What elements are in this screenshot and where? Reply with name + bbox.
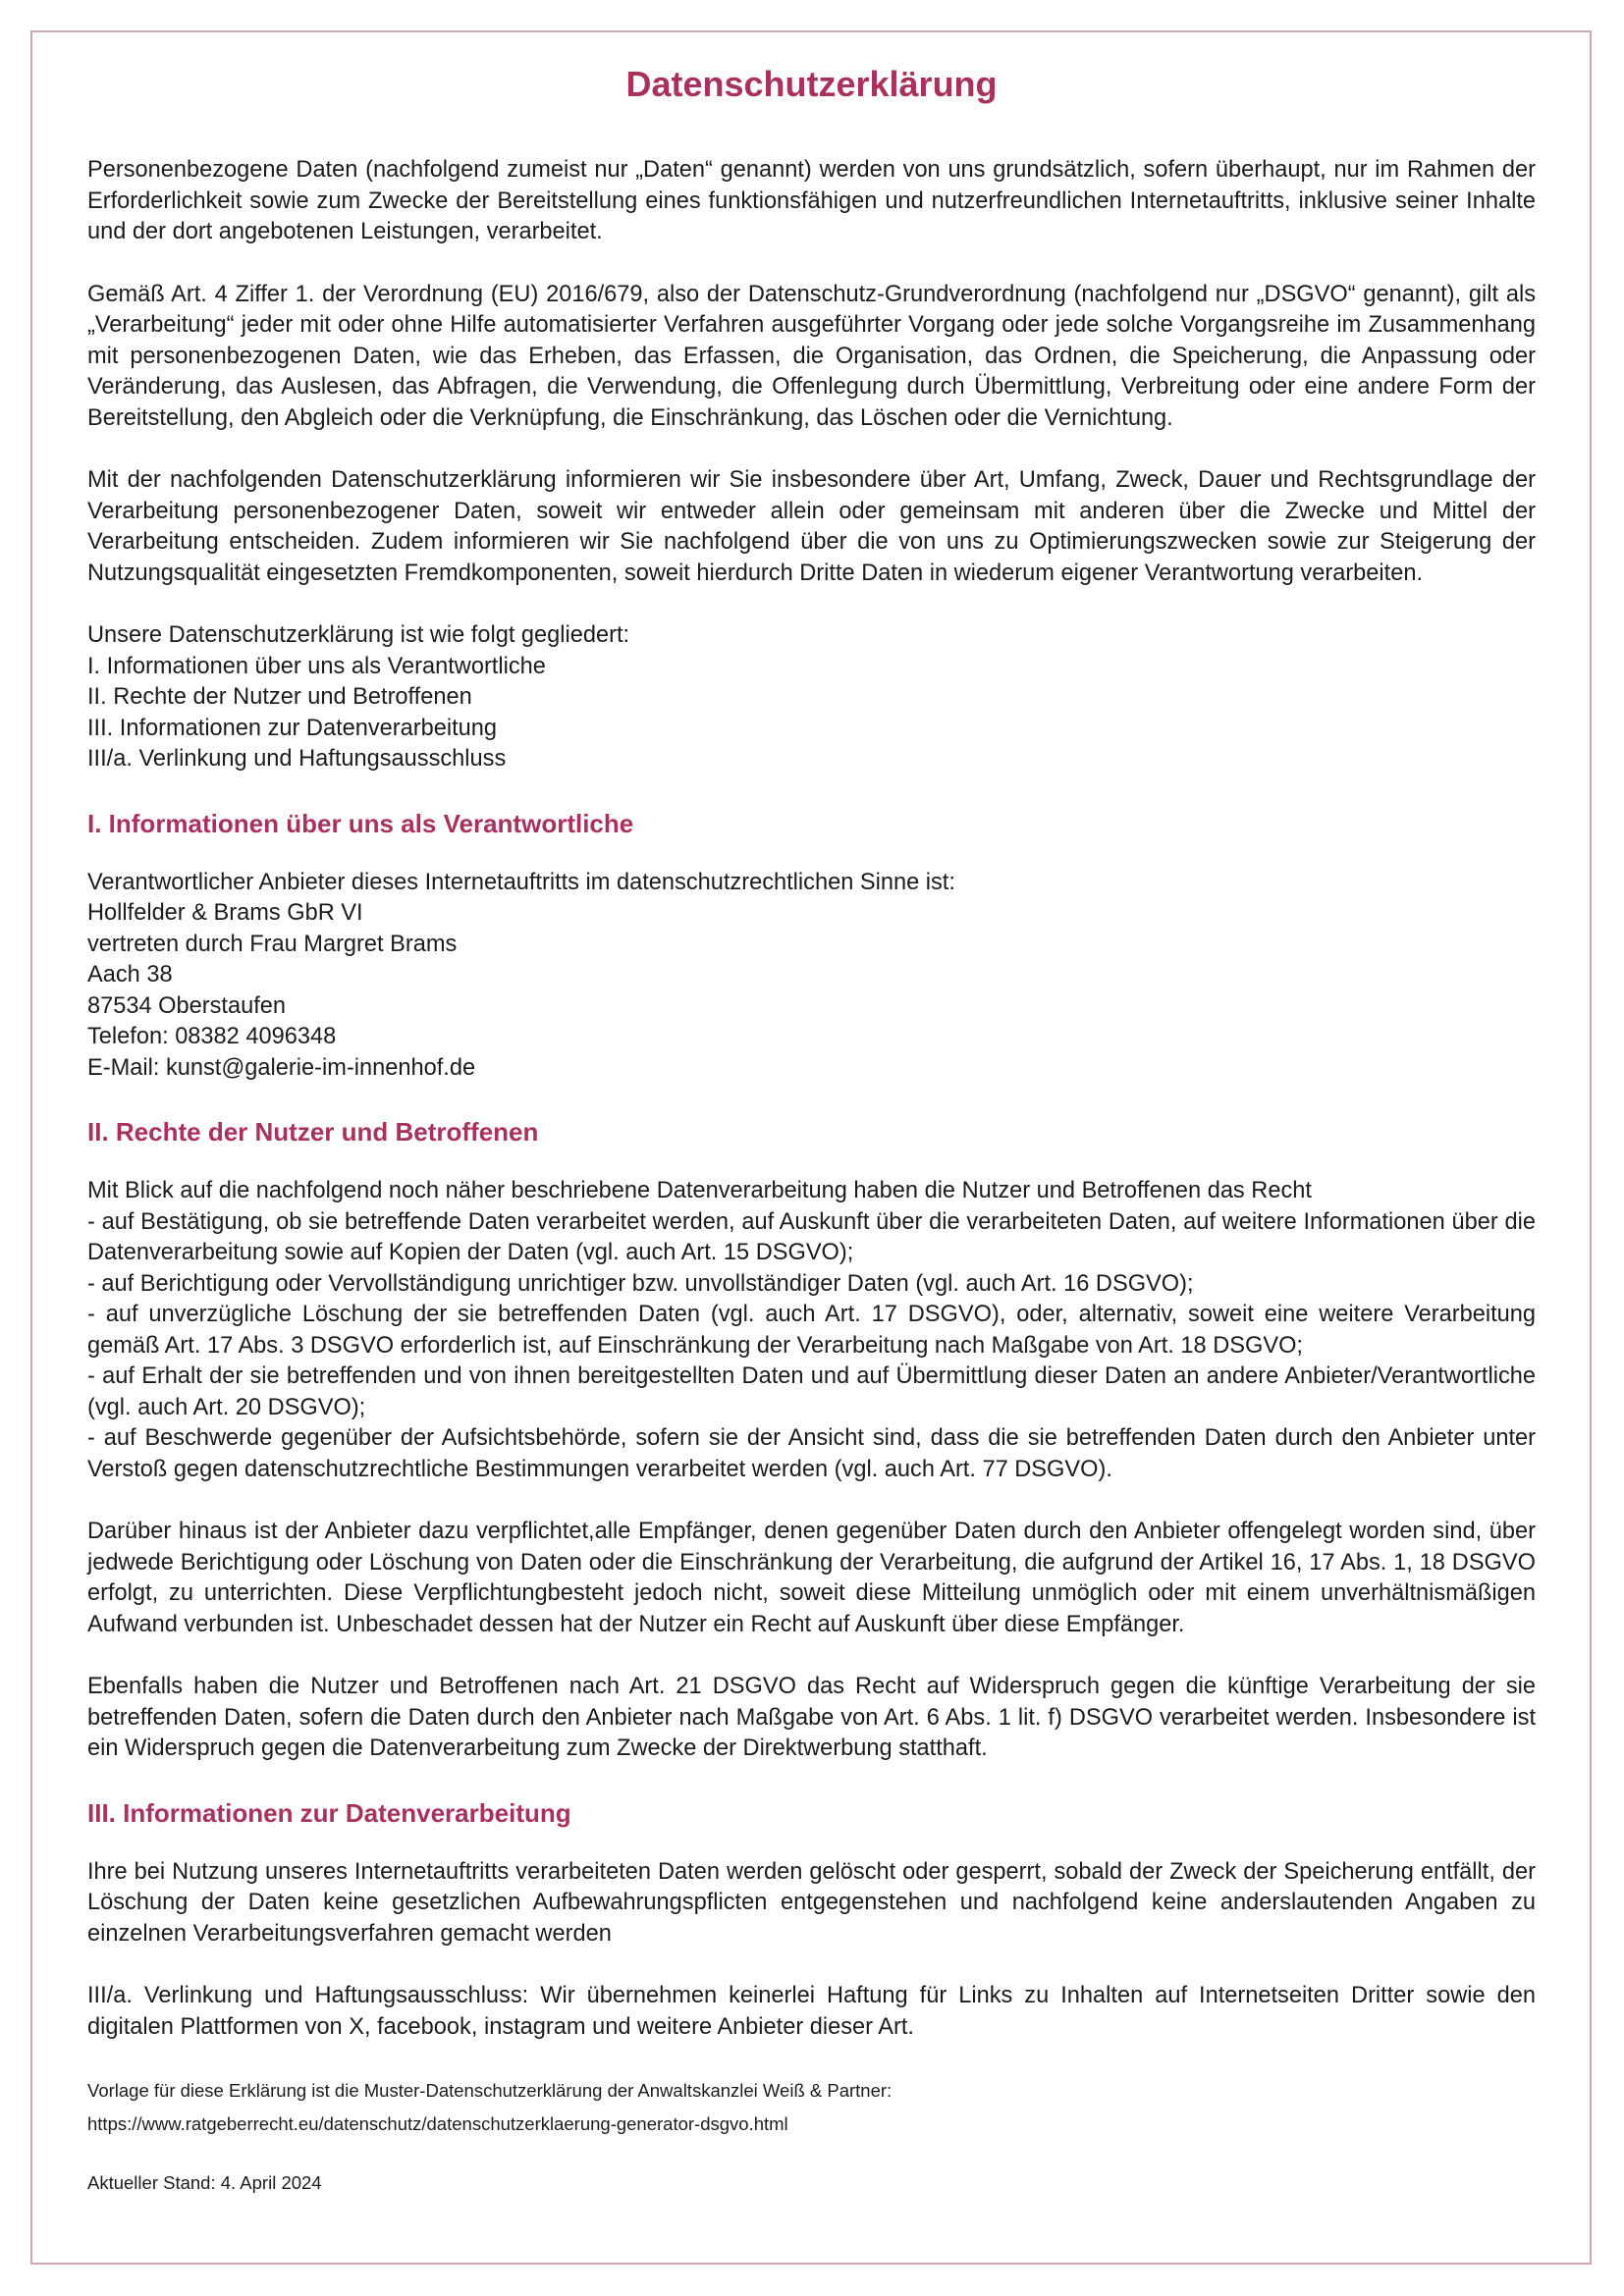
intro-paragraph-3: Mit der nachfolgenden Datenschutzerklärung informieren wir Sie insbesondere über Art, Umfang, Zweck, Dauer und Rechtsgrundlage der Verarbeitung personenbezogener Daten, soweit wir entweder allein oder gemeinsam mit anderen über die Zwecke und Mittel der Verarbeitung entscheiden. Zudem informieren wir Sie nachfolgend über die von uns zu Optimierungszwecken sowie zur Steigerung der Nutzungsqualität eingesetzten Fremdkomponenten, soweit hierdurch Dritte Daten in wiederum eigener Verantwortung verarbeiten. [87,467,1536,586]
controller-contact-block [87,868,1536,1085]
status-date: Aktueller Stand: 4. April 2024 [87,2172,322,2193]
section-3-paragraph-1: Ihre bei Nutzung unseres Internetauftritts verarbeiteten Daten werden gelöscht oder gesperrt, sobald der Zweck der Speicherung entfällt, der Löschung der Daten keine gesetzlichen Aufbewahrungspflicten entgegenstehen und nachfolgend keine anderslautenden Angaben zu einzelnen Verarbeitungsverfahren gemacht werden [87,1858,1536,1947]
section-2-heading: II. Rechte der Nutzer und Betroffenen [87,1117,539,1147]
outline-item: II. Rechte der Nutzer und Betroffenen [87,684,472,710]
template-url-link[interactable]: https://www.ratgeberrecht.eu/datenschutz/datenschutzerklaerung-generator-dsgvo.html [87,2113,788,2134]
street-address: Aach 38 [87,962,173,988]
outline-item: III/a. Verlinkung und Haftungsausschluss [87,746,507,772]
rights-intro: Mit Blick auf die nachfolgend noch näher beschriebene Datenverarbeitung haben die Nutzer und Betroffenen das Recht [87,1178,1312,1203]
section-2-paragraph-2: Darüber hinaus ist der Anbieter dazu verpflichtet,alle Empfänger, denen gegenüber Daten durch den Anbieter offengelegt worden sind, über jedwede Berichtigung oder Löschung von Daten oder die Einschränkung der Verarbeitung, die aufgrund der Artikel 16, 17 Abs. 1, 18 DSGVO erfolgt, zu unterrichten. Diese Verpflichtungbesteht jedoch nicht, soweit diese Mitteilung unmöglich oder mit einem unverhältnismäßigen Aufwand verbunden ist. Unbeschadet dessen hat der Nutzer ein Recht auf Auskunft über diese Empfänger. [87,1519,1536,1637]
representative: vertreten durch Frau Margret Brams [87,931,458,957]
intro-paragraph-2: Gemäß Art. 4 Ziffer 1. der Verordnung (EU) 2016/679, also der Datenschutz-Grundverordnung (nachfolgend nur „DSGVO“ genannt), gilt als „Verarbeitung“ jeder mit oder ohne Hilfe automatisierter Verfahren ausgeführter Vorgang oder jede solche Vorgangsreihe im Zusammenhang mit personenbezogenen Daten, wie das Erheben, das Erfassen, die Organisation, das Ordnen, die Speicherung, die Anpassung oder Veränderung, das Auslesen, das Abfragen, die Verwendung, die Offenlegung durch Übermittlung, Verbreitung oder eine andere Form der Bereitstellung, den Abgleich oder die Verknüpfung, die Einschränkung, das Löschen oder die Vernichtung. [87,281,1536,431]
intro-paragraph-1: Personenbezogene Daten (nachfolgend zumeist nur „Daten“ genannt) werden von uns grundsätzlich, sofern überhaupt, nur im Rahmen der Erforderlichkeit sowie zum Zwecke der Bereitstellung eines funktionsfähigen und nutzerfreundlichen Internetauftritts, inklusive seiner Inhalte und der dort angebotenen Leistungen, verarbeitet. [87,157,1536,244]
outline-item: I. Informationen über uns als Verantwortliche [87,653,546,679]
rights-list [87,1176,1536,1485]
city-address: 87534 Oberstaufen [87,992,287,1019]
section-3a-paragraph: III/a. Verlinkung und Haftungsausschluss: Wir übernehmen keinerlei Haftung für Links zu Inhalten auf Internetseiten Dritter sowie den digitalen Plattformen von X, facebook, instagram und weitere Anbieter dieser Art. [87,1983,1536,2040]
template-note-block [87,2074,1536,2141]
document-page [87,63,1536,2225]
rights-item: - auf unverzügliche Löschung der sie betreffenden Daten (vgl. auch Art. 17 DSGVO), oder, alternativ, soweit eine weitere Verarbeitung gemäß Art. 17 Abs. 3 DSGVO erforderlich ist, auf Einschränkung der Verarbeitung nach Maßgabe von Art. 18 DSGVO; [87,1302,1536,1359]
page-title: Datenschutzerklärung [625,64,998,104]
section-2-paragraph-3: Ebenfalls haben die Nutzer und Betroffenen nach Art. 21 DSGVO das Recht auf Widerspruch gegen die künftige Verarbeitung der sie betreffenden Daten, sofern die Daten durch den Anbieter nach Maßgabe von Art. 6 Abs. 1 lit. f) DSGVO verarbeitet werden. Insbesondere ist ein Widerspruch gegen die Datenverarbeitung zum Zwecke der Direktwerbung statthaft. [87,1674,1536,1761]
rights-item: - auf Beschwerde gegenüber der Aufsichtsbehörde, sofern sie der Ansicht sind, dass die sie betreffenden Daten durch den Anbieter unter Verstoß gegen datenschutzrechtliche Bestimmungen verarbeitet werden (vgl. auch Art. 77 DSGVO). [87,1425,1536,1482]
outline-item: III. Informationen zur Datenverarbeitung [87,715,498,741]
controller-intro: Verantwortlicher Anbieter dieses Internetauftritts im datenschutzrechtlichen Sinne ist: [87,869,955,895]
email-address[interactable]: E-Mail: kunst@galerie-im-innenhof.de [87,1054,476,1081]
section-3-heading: III. Informationen zur Datenverarbeitung [87,1797,571,1828]
rights-item: - auf Erhalt der sie betreffenden und von ihnen bereitgestellten Daten und auf Übermittlung dieser Daten an andere Anbieter/Verantwortliche (vgl. auch Art. 20 DSGVO); [87,1363,1536,1420]
section-1-heading: I. Informationen über uns als Verantwortliche [87,808,634,838]
template-note: Vorlage für diese Erklärung ist die Muster-Datenschutzerklärung der Anwaltskanzlei Weiß & Partner: [87,2080,893,2101]
rights-item: - auf Bestätigung, ob sie betreffende Daten verarbeitet werden, auf Auskunft über die verarbeiteten Daten, auf weitere Informationen über die Datenverarbeitung sowie auf Kopien der Daten (vgl. auch Art. 15 DSGVO); [87,1208,1536,1265]
company-name: Hollfelder & Brams GbR VI [87,900,363,926]
phone-number: Telefon: 08382 4096348 [87,1024,337,1049]
outline-list [87,620,1536,775]
outline-heading: Unsere Datenschutzerklärung ist wie folgt gegliedert: [87,622,630,648]
rights-item: - auf Berichtigung oder Vervollständigung unrichtiger bzw. unvollständiger Daten (vgl. auch Art. 16 DSGVO); [87,1270,1194,1297]
